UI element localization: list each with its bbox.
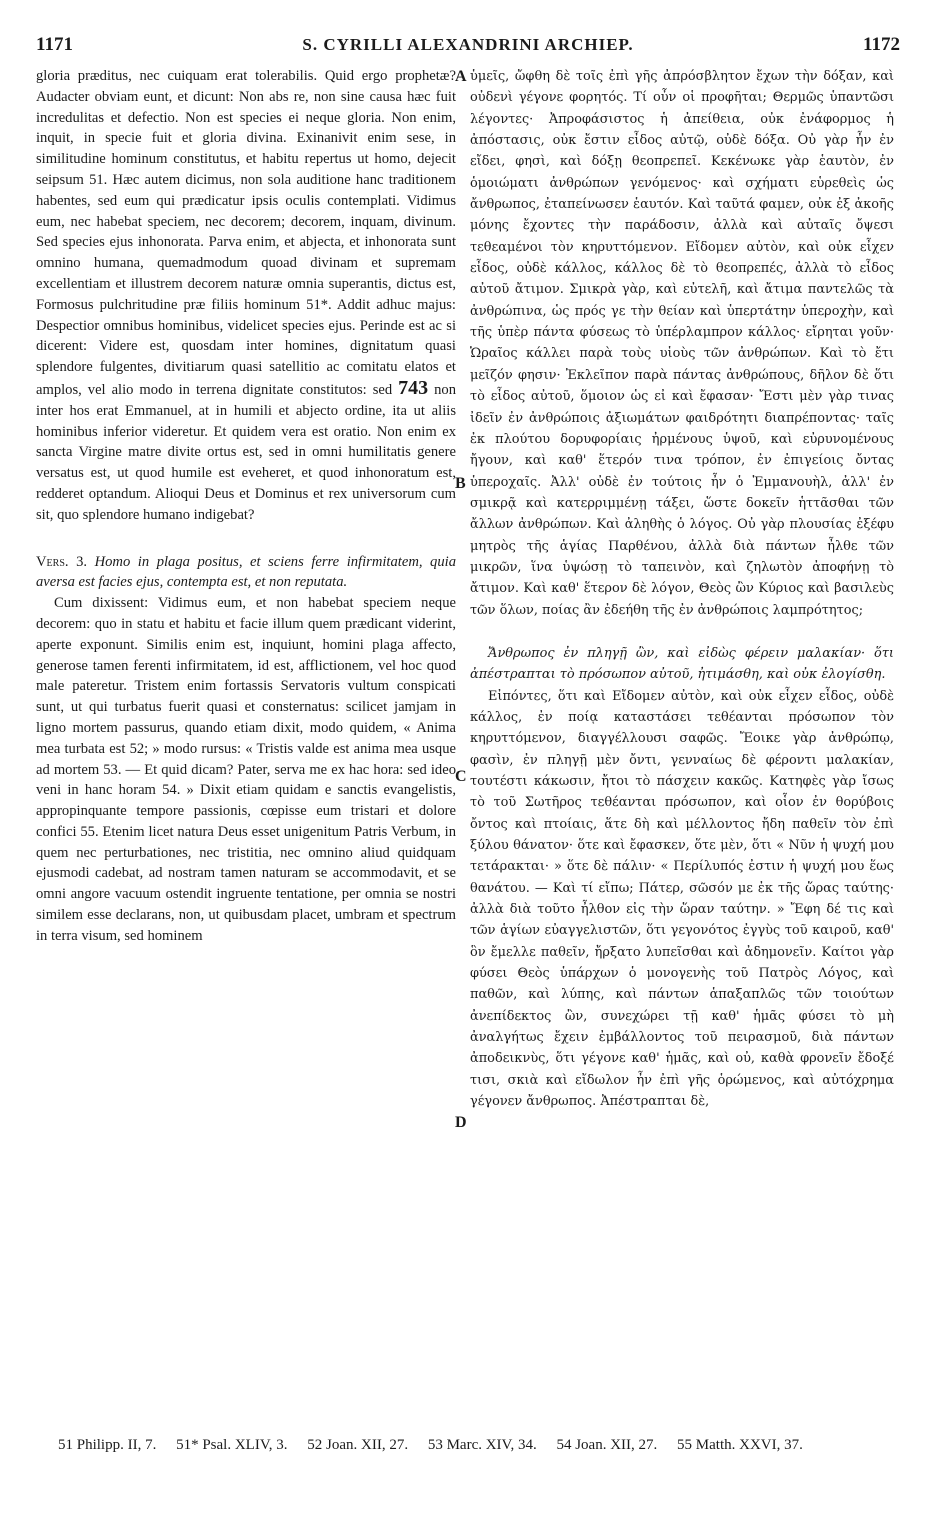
column-number-left: 1171 [36, 34, 73, 55]
section-marker-b: B [455, 475, 466, 492]
verse-heading [36, 552, 456, 594]
section-marker-a: A [455, 68, 467, 85]
section-marker-d: D [455, 1114, 467, 1131]
footnote: 55 Matth. XXVI, 37. [677, 1437, 803, 1453]
greek-verse: Ἄνθρωπος ἐν πληγῇ ὢν, καὶ εἰδὼς φέρειν μαλακίαν· ὅτι ἀπέστραπται τὸ πρόσωπον αὐτοῦ, ἠτιμάσθη, καὶ οὐκ ἐλογίσθη. [470, 645, 894, 683]
column-number-right: 1172 [863, 34, 900, 55]
latin-text-part-2: non inter hos erat Emmanuel, at in humili et abjecto ordine, ita ut aliis hominibus inferior videretur. Et quidem vera est oratio. Non enim ex sancta Virgine matre divite ortus est, sed in omni humilitatis genere versatus est, ut quod humile est eveheret, et quod inhonoratum est, redderet optandum. Alioqui Deus et Dominus et rex universorum cum sit, quo splendore humano indigebat? [36, 381, 456, 523]
section-marker-c: C [455, 768, 467, 785]
page-header [36, 34, 900, 58]
greek-commentary-paragraph: Εἰπόντες, ὅτι καὶ Εἴδομεν αὐτὸν, καὶ οὐκ εἶχεν εἶδος, οὐδὲ κάλλος, ἐν ποίᾳ καταστάσει τεθέανται πρόσωπον τὸν κηρυττόμενον, διαγγέλλουσι σαφῶς. Ἔοικε γὰρ ἀνθρώπῳ, φασὶν, ἐν πληγῇ μὲν ὄντι, γενναίως δὲ φέροντι μαλακίαν, τουτέστι κάκωσιν, ἤτοι τὸ πάσχειν κακῶς. Κατηφὲς γὰρ ἴσως τὸ τοῦ Σωτῆρος τεθέανται πρόσωπον, καὶ οἷον ἐν θορύβοις ὄντος καὶ πτοίαις, ἅτε δὴ καὶ μέλλοντος ἤδη παθεῖν τὸν ἐπὶ ξύλου θάνατον· ὅτε καὶ ἔφασκεν, ὅτε μὲν, ὅτι « Νῦν ἡ ψυχή μου τετάρακται· » ὅτε δὲ πάλιν· « Περίλυπός ἐστιν ἡ ψυχή μου ἕως θανάτου. — Καὶ τί εἴπω; Πάτερ, σῶσόν με ἐκ τῆς ὥρας ταύτης· ἀλλὰ διὰ τοῦτο ἦλθον εἰς τὴν ὥραν ταύτην. » Ἔφη δέ τις καὶ τῶν ἁγίων εὐαγγελιστῶν, ὅτι γεγονότος ἐγγὺς τοῦ καιροῦ, καθ' ὃν ἔμελλε παθεῖν, ἤρξατο λυπεῖσθαι καὶ ἀδημονεῖν. Καίτοι γὰρ φύσει Θεὸς ὑπάρχων ὁ μονογενὴς τοῦ Πατρὸς Λόγος, καὶ παθῶν, καὶ λύπης, καὶ πάντων ἁπαξαπλῶς τῶν τοιούτων ἀνεπίδεκτος ὢν, συνεχώρει τῇ καθ' ἡμᾶς φύσει τὸ μὴ ἀναλγήτως ἔχειν ἐμβάλλοντος τοῦ πειρασμοῦ, διὰ πάντων ἀποδεικνὺς, ὅτι γέγονε καθ' ἡμᾶς, καὶ οὐ, καθὰ φρονεῖν ἔδοξέ τισι, σκιὰ καὶ εἴδωλον ἦν ἐπὶ γῆς ὁρώμενος, καὶ αὐτόχρημα γέγονεν ἄνθρωπος. Ἀπέστραπται δὲ, [470, 688, 894, 1110]
footnote: 51 Philipp. II, 7. [58, 1437, 157, 1453]
latin-paragraph [36, 66, 456, 526]
verse-text: Homo in plaga positus, et sciens ferre infirmitatem, quia aversa est facies ejus, contempta est, et non reputata. [36, 553, 456, 591]
footnotes [58, 1437, 900, 1454]
latin-column [36, 66, 456, 947]
footnote: 54 Joan. XII, 27. [556, 1437, 658, 1453]
running-title: S. CYRILLI ALEXANDRINI ARCHIEP. [302, 35, 634, 54]
footnote: 52 Joan. XII, 27. [307, 1437, 409, 1453]
greek-column [470, 66, 894, 1113]
column-number-inline: 743 [398, 376, 429, 399]
verse-label: Vers. 3. [36, 553, 88, 570]
footnote: 51* Psal. XLIV, 3. [176, 1437, 288, 1453]
greek-paragraph: ὑμεῖς, ὤφθη δὲ τοῖς ἐπὶ γῆς ἀπρόσβλητον ἔχων τὴν δόξαν, καὶ οὐδενὶ γέγονε φορητός. Τί οὖν οἱ προφῆται; Θερμῶς ὑπαντῶσι λέγοντες· Ἀπροφάσιστος ἡ ἀπείθεια, οὐκ ἐνάφορμος ἡ ἀπόστασις, οὐκ ἔστιν εἶδος αὐτῷ, οὐδὲ δόξα. Οὐ γὰρ ἦν ἐν εἴδει, φησὶ, καὶ δόξῃ θεοπρεπεῖ. Κεκένωκε γὰρ ἑαυτὸν, ἐν ὁμοιώματι ἀνθρώπων γενόμενος· καὶ σχήματι εὑρεθεὶς ὡς ἄνθρωπος, ἐταπείνωσεν ἑαυτόν. Καὶ ταῦτά φαμεν, οὐκ ἐξ ἀκοῆς μόνης ἔχοντες τὴν παράδοσιν, ἀλλὰ καὶ αὐταῖς ὄψεσι τεθεαμένοι τὸν κηρυττόμενον. Εἴδομεν αὐτὸν, καὶ οὐκ εἶχεν εἶδος, οὐδὲ κάλλος, κάλλος δὲ τὸ θεοπρεπές, ἀλλὰ τὸ εἶδος αὐτοῦ ἄτιμον. Σμικρὰ γὰρ, καὶ εὐτελῆ, καὶ ἄτιμα παντελῶς τὰ ἀνθρώπινα, ὡς πρός γε τὴν θείαν καὶ ὑπερτάτην ὑπεροχὴν, καὶ τῆς ὑπὲρ πάντα φύσεως τὸ ὑπέρλαμπρον κάλλος· εἴρηται γοῦν· Ὡραῖος κάλλει παρὰ τοὺς υἱοὺς τῶν ἀνθρώπων. Καὶ τὸ ἔτι μεῖζόν φησιν· Ἐκλεῖπον παρὰ πάντας ἀνθρώπους, δῆλον δὲ ὅτι τὸ εἶδος αὐτοῦ, ὅμοιον ὡς εἰ καὶ ἔφασαν· Ἔστι μὲν γὰρ τινας ἰδεῖν ἐν ἀνθρώποις ἀξιωμάτων φαιδρότητι διαπρέποντας· ταῖς ἐκ πλούτου δορυφορίαις ἠρμένους ὑψοῦ, καὶ εὐρυνομένους ἤγουν, καὶ καθ' ἕτερόν τινα τρόπον, ἐν ἐπιγείοις ὄντας ὑπεροχαῖς. Ἀλλ' οὐδὲ ἐν τούτοις ἦν ὁ Ἐμμανουὴλ, ἀλλ' ἐν σμικρᾷ καὶ κατερριμμένῃ τάξει, ὥστε δοκεῖν ἡττᾶσθαι τῶν ἄλλων ἀνθρώπων. Καὶ ἀληθὴς ὁ λόγος. Οὐ γὰρ πλουσίας ἐξέφυ μητρὸς τῆς ἁγίας Παρθένου, ἀλλὰ διὰ πάντων ἦλθε τῶν μικρῶν, ἵνα ὑψώσῃ τὸ ταπεινὸν, καὶ ζηλωτὸν ἀποφήνῃ τὸ ἄτιμον. Καὶ καθ' ἕτερον δὲ λόγον, Θεὸς ὢν Κύριος καὶ βασιλεὺς τῶν ὅλων, ποίας ἂν ἐδεήθη τῆς ἐν ἀνθρώποις λαμπρότητος; [470, 69, 894, 618]
footnote: 53 Marc. XIV, 34. [427, 1437, 537, 1453]
latin-text-part-1: gloria præditus, nec cuiquam erat tolerabilis. Quid ergo prophetæ? Audacter obviam eunt, et dicunt: Non abs re, non sine causa hæc fuit incredulitas et defectio. Non est species ei neque gloria. Non enim, inquit, in specie fuit et gloria divina. Exinanivit enim sese, in similitudine hominum constitutus, et habitu repertus ut homo, dejecit seipsum 51. Hæc autem dicimus, non sola auditione hanc traditionem habentes, sed eum qui prædicatur ipsis oculis contemplati. Vidimus eum, nec habebat speciem, nec decorem; decorem, inquam, divinum. Sed species ejus inhonorata. Parva enim, et abjecta, et inhonorata sunt omnino humana, quemadmodum quoad divinam et supremam excellentiam et illustrem decorem naturæ omnia superantis, dictus est, Formosus pulchritudine præ filiis hominum 51*. Addit adhuc majus: Despectior omnibus hominibus, videlicet species ejus. Perinde est ac si dicerent: Videre est, quosdam inter homines, dignitatum quasi splendore fulgentes, divitiarum quasi satellitio ac comitatu elatos et amplos, vel alio modo in terrena dignitate constitutos: sed [36, 68, 456, 398]
latin-commentary-paragraph: Cum dixissent: Vidimus eum, et non habebat speciem neque decorem: quo in statu et habitu et facie illum quem prædicant viderint, aperte exponunt. Similis enim est, inquiunt, homini plaga affecto, generose tamen ferenti infirmitatem, id est, afflictionem, vel hoc quod male pateretur. Tristem enim fortassis Servatoris vultum conspicati sunt, ut qui turbatus fuerit quasi et consternatus: scilicet jamjam in ligno mortem passurus, quando etiam dixit, modo quidem, « Anima mea turbata est 52; » modo rursus: « Tristis valde est anima mea usque ad mortem 53. — Et quid dicam? Pater, serva me ex hac hora: sed ideo veni in hanc horam 54. » Dixit etiam quidam e sanctis evangelistis, appropinquante tempore passionis, cœpisse eum tristari et dolore confici 55. Etenim licet natura Deus esset unigenitum Patris Verbum, in quem nec perturbationes, nec tristitia, nec omnino aliud quidquam ejusmodi cadebat, ad nostram tamen naturam se accommodavit, et se omni angore vacuum ostendit ingruente tentatione, per omnia se nostri similem esse declarans, non, ut quibusdam placet, umbram et spectrum in terra visum, sed hominem [36, 595, 456, 944]
